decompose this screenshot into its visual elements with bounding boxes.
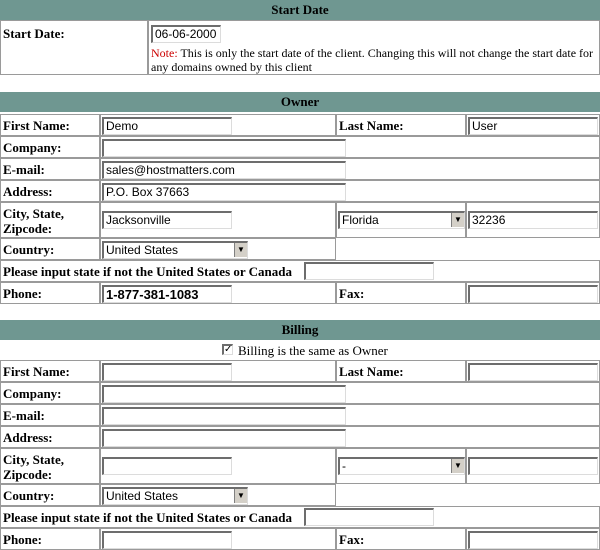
owner-other-state-cell	[0, 260, 600, 282]
owner-company-input[interactable]	[102, 139, 346, 157]
owner-country-label-cell	[0, 238, 100, 260]
billing-fax-cell	[466, 528, 600, 550]
note-prefix: Note:	[151, 46, 178, 60]
owner-phone-label: Phone:	[3, 286, 42, 301]
owner-city-cell	[100, 202, 336, 238]
owner-phone-label-cell	[0, 282, 100, 304]
billing-last-name-label-cell	[336, 360, 466, 382]
owner-zip-input[interactable]: 32236	[468, 211, 598, 229]
owner-other-state-label: Please input state if not the United States or Canada	[3, 264, 293, 279]
billing-fax-label: Fax:	[339, 532, 365, 547]
billing-same-label: Billing is the same as Owner	[238, 343, 388, 358]
billing-country-label: Country:	[3, 488, 55, 503]
owner-state-cell	[336, 202, 466, 238]
owner-email-label: E-mail:	[3, 162, 45, 177]
owner-other-state-input[interactable]	[304, 262, 434, 280]
billing-state-value: -	[342, 459, 346, 473]
owner-last-name-input[interactable]: User	[468, 117, 598, 135]
billing-phone-input[interactable]	[102, 531, 232, 549]
billing-city-label: City, State, Zipcode:	[3, 452, 65, 482]
owner-fax-cell	[466, 282, 600, 304]
owner-city-input[interactable]: Jacksonville	[102, 211, 232, 229]
start-date-value-cell	[148, 20, 600, 75]
billing-other-state-label: Please input state if not the United States or Canada	[3, 510, 293, 525]
billing-first-name-input[interactable]	[102, 363, 232, 381]
billing-last-name-input[interactable]	[468, 363, 598, 381]
billing-last-name-cell	[466, 360, 600, 382]
owner-header: Owner	[0, 92, 600, 112]
billing-phone-label: Phone:	[3, 532, 42, 547]
start-date-input[interactable]: 06-06-2000	[151, 25, 221, 43]
owner-fax-input[interactable]	[468, 285, 598, 303]
chevron-down-icon[interactable]: ▼	[234, 243, 247, 257]
billing-address-label: Address:	[3, 430, 53, 445]
billing-email-cell	[100, 404, 600, 426]
billing-other-state-cell	[0, 506, 600, 528]
owner-company-label: Company:	[3, 140, 62, 155]
owner-fax-label: Fax:	[339, 286, 365, 301]
billing-state-select[interactable]	[338, 457, 465, 475]
owner-country-label: Country:	[3, 242, 55, 257]
start-date-header: Start Date	[0, 0, 600, 20]
billing-company-cell	[100, 382, 600, 404]
owner-fax-label-cell	[336, 282, 466, 304]
billing-address-cell	[100, 426, 600, 448]
billing-country-select[interactable]	[102, 487, 248, 505]
owner-address-cell	[100, 180, 600, 202]
billing-company-input[interactable]	[102, 385, 346, 403]
start-date-label-cell	[0, 20, 148, 75]
owner-country-select[interactable]	[102, 241, 248, 259]
owner-phone-input[interactable]: 1-877-381-1083	[102, 285, 232, 303]
billing-email-label-cell	[0, 404, 100, 426]
owner-last-name-cell	[466, 114, 600, 136]
billing-zip-cell	[466, 448, 600, 484]
billing-country-cell	[100, 484, 336, 506]
owner-country-value: United States	[106, 243, 179, 257]
billing-company-label: Company:	[3, 386, 62, 401]
owner-last-name-label-cell	[336, 114, 466, 136]
chevron-down-icon[interactable]: ▼	[234, 489, 247, 503]
owner-first-name-input[interactable]: Demo	[102, 117, 232, 135]
owner-company-cell	[100, 136, 600, 158]
billing-same-checkbox[interactable]: ✓	[224, 344, 233, 355]
billing-city-cell	[100, 448, 336, 484]
owner-first-name-label: First Name:	[3, 118, 70, 133]
owner-email-cell	[100, 158, 600, 180]
owner-company-label-cell	[0, 136, 100, 158]
billing-email-input[interactable]	[102, 407, 346, 425]
owner-country-cell	[100, 238, 336, 260]
owner-phone-cell	[100, 282, 336, 304]
billing-other-state-input[interactable]	[304, 508, 434, 526]
billing-zip-input[interactable]	[468, 457, 598, 475]
billing-first-name-label-cell	[0, 360, 100, 382]
billing-last-name-label: Last Name:	[339, 364, 404, 379]
billing-country-label-cell	[0, 484, 100, 506]
owner-state-select[interactable]	[338, 211, 465, 229]
billing-first-name-label: First Name:	[3, 364, 70, 379]
owner-first-name-cell	[100, 114, 336, 136]
owner-city-label: City, State, Zipcode:	[3, 206, 65, 236]
owner-address-label-cell	[0, 180, 100, 202]
owner-zip-cell	[466, 202, 600, 238]
billing-same-row	[0, 340, 600, 360]
owner-first-name-label-cell	[0, 114, 100, 136]
billing-fax-label-cell	[336, 528, 466, 550]
owner-address-label: Address:	[3, 184, 53, 199]
billing-country-value: United States	[106, 489, 179, 503]
billing-address-label-cell	[0, 426, 100, 448]
owner-state-value: Florida	[342, 213, 379, 227]
chevron-down-icon[interactable]: ▼	[451, 213, 464, 227]
billing-phone-cell	[100, 528, 336, 550]
billing-first-name-cell	[100, 360, 336, 382]
billing-phone-label-cell	[0, 528, 100, 550]
note-text: This is only the start date of the client. Changing this will not change the start date for any domains owned by this client	[151, 46, 594, 74]
start-date-label: Start Date:	[3, 26, 65, 41]
billing-header: Billing	[0, 320, 600, 340]
billing-fax-input[interactable]	[468, 531, 598, 549]
billing-email-label: E-mail:	[3, 408, 45, 423]
billing-company-label-cell	[0, 382, 100, 404]
owner-address-input[interactable]: P.O. Box 37663	[102, 183, 346, 201]
billing-state-cell	[336, 448, 466, 484]
owner-email-input[interactable]: sales@hostmatters.com	[102, 161, 346, 179]
billing-address-input[interactable]	[102, 429, 346, 447]
owner-city-label-cell	[0, 202, 100, 238]
start-date-note	[151, 46, 599, 74]
billing-city-label-cell	[0, 448, 100, 484]
billing-city-input[interactable]	[102, 457, 232, 475]
owner-email-label-cell	[0, 158, 100, 180]
owner-last-name-label: Last Name:	[339, 118, 404, 133]
chevron-down-icon[interactable]: ▼	[451, 459, 464, 473]
